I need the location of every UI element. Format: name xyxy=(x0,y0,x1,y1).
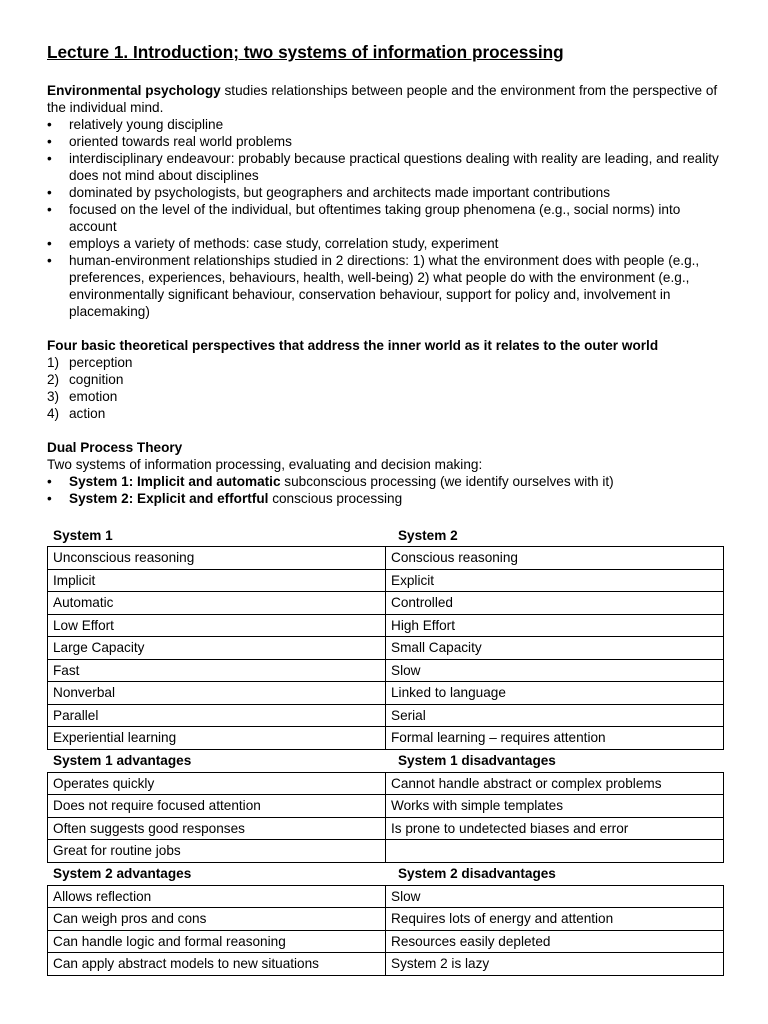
table-row xyxy=(48,659,724,682)
table-cell: Formal learning – requires attention xyxy=(386,727,724,750)
list-item xyxy=(47,184,727,201)
table-cell: Slow xyxy=(386,885,724,908)
list-item xyxy=(47,490,727,507)
table-cell: Conscious reasoning xyxy=(386,547,724,570)
dual-process-bullet-list xyxy=(47,473,727,507)
list-item xyxy=(47,150,727,184)
list-item xyxy=(47,371,727,388)
table-row xyxy=(48,772,724,795)
systems-table xyxy=(47,546,724,750)
table-row xyxy=(48,795,724,818)
system1-table xyxy=(47,772,724,863)
dual-process-text: Two systems of information processing, evaluating and decision making: xyxy=(47,457,483,472)
system2-table-header xyxy=(47,863,727,885)
bullet-icon: • xyxy=(47,151,52,166)
list-item-text: conscious processing xyxy=(268,491,403,506)
table-cell: Is prone to undetected biases and error xyxy=(386,817,724,840)
list-item-text: interdisciplinary endeavour: probably because practical questions dealing with reality are leading, and reality does not mind about disciplines xyxy=(69,151,719,183)
list-number: 1) xyxy=(47,355,60,370)
table-cell: High Effort xyxy=(386,614,724,637)
list-item xyxy=(47,252,727,320)
table-cell: Small Capacity xyxy=(386,637,724,660)
column-header: System 2 advantages xyxy=(53,866,192,881)
page-title: Lecture 1. Introduction; two systems of information processing xyxy=(47,42,564,62)
table-cell: Controlled xyxy=(386,592,724,615)
table-row xyxy=(48,592,724,615)
bullet-icon: • xyxy=(47,253,52,268)
list-number: 3) xyxy=(47,389,60,404)
bullet-icon: • xyxy=(47,236,52,251)
list-item-text: dominated by psychologists, but geographers and architects made important contributions xyxy=(69,185,611,200)
document-page xyxy=(47,40,727,976)
intro-bullet-list xyxy=(47,116,727,320)
dual-process-heading: Dual Process Theory xyxy=(47,440,183,455)
column-header: System 2 disadvantages xyxy=(397,866,556,881)
list-item-text: emotion xyxy=(69,389,118,404)
table-cell: Resources easily depleted xyxy=(386,930,724,953)
table-row xyxy=(48,569,724,592)
table-cell: Works with simple templates xyxy=(386,795,724,818)
bullet-icon: • xyxy=(47,134,52,149)
table-cell: Operates quickly xyxy=(48,772,386,795)
table-row xyxy=(48,547,724,570)
table-cell: Parallel xyxy=(48,704,386,727)
list-item xyxy=(47,133,727,150)
dual-process-section xyxy=(47,439,727,507)
list-item-text: oriented towards real world problems xyxy=(69,134,292,149)
perspectives-heading: Four basic theoretical perspectives that address the inner world as it relates to the outer world xyxy=(47,338,659,353)
column-header: System 2 xyxy=(397,527,458,543)
table-cell: Can handle logic and formal reasoning xyxy=(48,930,386,953)
list-item-text: relatively young discipline xyxy=(69,117,224,132)
list-item-text: perception xyxy=(69,355,133,370)
table-row xyxy=(48,930,724,953)
table-cell: Automatic xyxy=(48,592,386,615)
table-cell: Large Capacity xyxy=(48,637,386,660)
table-row xyxy=(48,817,724,840)
list-item-text: human-environment relationships studied in 2 directions: 1) what the environment does with people (e.g., preferences, experiences, behaviours, health, well-being) 2) what people do with the environment (e.g., environmentally significant behaviour, conservation behaviour, support for policy and, involvement in placemaking) xyxy=(69,253,700,319)
list-item xyxy=(47,405,727,422)
table-cell: Unconscious reasoning xyxy=(48,547,386,570)
table-cell: Serial xyxy=(386,704,724,727)
list-item-text: focused on the level of the individual, but oftentimes taking group phenomena (e.g., social norms) into account xyxy=(69,202,681,234)
system1-table-header xyxy=(47,750,727,772)
table-cell: Requires lots of energy and attention xyxy=(386,908,724,931)
table-cell: Fast xyxy=(48,659,386,682)
table-row xyxy=(48,727,724,750)
list-item xyxy=(47,116,727,133)
list-item xyxy=(47,388,727,405)
list-item xyxy=(47,235,727,252)
column-header: System 1 disadvantages xyxy=(397,753,556,768)
perspectives-list xyxy=(47,354,727,422)
table-cell: Cannot handle abstract or complex problems xyxy=(386,772,724,795)
list-item-text: subconscious processing (we identify ourselves with it) xyxy=(280,474,614,489)
table-row xyxy=(48,637,724,660)
table-cell xyxy=(386,840,724,863)
comparison-tables xyxy=(47,524,727,976)
table-cell: Can weigh pros and cons xyxy=(48,908,386,931)
table-cell: Linked to language xyxy=(386,682,724,705)
table-cell: Implicit xyxy=(48,569,386,592)
systems-table-header xyxy=(47,524,727,546)
table-row xyxy=(48,908,724,931)
bullet-icon: • xyxy=(47,185,52,200)
table-cell: Experiential learning xyxy=(48,727,386,750)
list-item-bold: System 1: Implicit and automatic xyxy=(69,474,281,489)
column-header: System 1 advantages xyxy=(53,753,192,768)
table-cell: Allows reflection xyxy=(48,885,386,908)
perspectives-section xyxy=(47,337,727,422)
table-cell: Slow xyxy=(386,659,724,682)
intro-bold-term: Environmental psychology xyxy=(47,83,221,98)
table-cell: System 2 is lazy xyxy=(386,953,724,976)
list-number: 2) xyxy=(47,372,60,387)
bullet-icon: • xyxy=(47,491,52,506)
table-cell: Explicit xyxy=(386,569,724,592)
table-row xyxy=(48,953,724,976)
table-row xyxy=(48,614,724,637)
table-cell: Often suggests good responses xyxy=(48,817,386,840)
table-row xyxy=(48,704,724,727)
list-item xyxy=(47,354,727,371)
table-row xyxy=(48,885,724,908)
intro-paragraph xyxy=(47,82,727,116)
bullet-icon: • xyxy=(47,202,52,217)
list-item-text: action xyxy=(69,406,106,421)
list-item-text: cognition xyxy=(69,372,124,387)
list-item-bold: System 2: Explicit and effortful xyxy=(69,491,269,506)
bullet-icon: • xyxy=(47,474,52,489)
table-cell: Can apply abstract models to new situations xyxy=(48,953,386,976)
list-number: 4) xyxy=(47,406,60,421)
table-row xyxy=(48,682,724,705)
list-item xyxy=(47,201,727,235)
intro-text: studies relationships between people and the environment from the perspective of the individual mind. xyxy=(47,83,718,115)
bullet-icon: • xyxy=(47,117,52,132)
column-header: System 1 xyxy=(53,527,113,543)
table-cell: Does not require focused attention xyxy=(48,795,386,818)
system2-table xyxy=(47,885,724,976)
table-cell: Low Effort xyxy=(48,614,386,637)
table-cell: Great for routine jobs xyxy=(48,840,386,863)
list-item xyxy=(47,473,727,490)
table-row xyxy=(48,840,724,863)
list-item-text: employs a variety of methods: case study, correlation study, experiment xyxy=(69,236,499,251)
table-cell: Nonverbal xyxy=(48,682,386,705)
